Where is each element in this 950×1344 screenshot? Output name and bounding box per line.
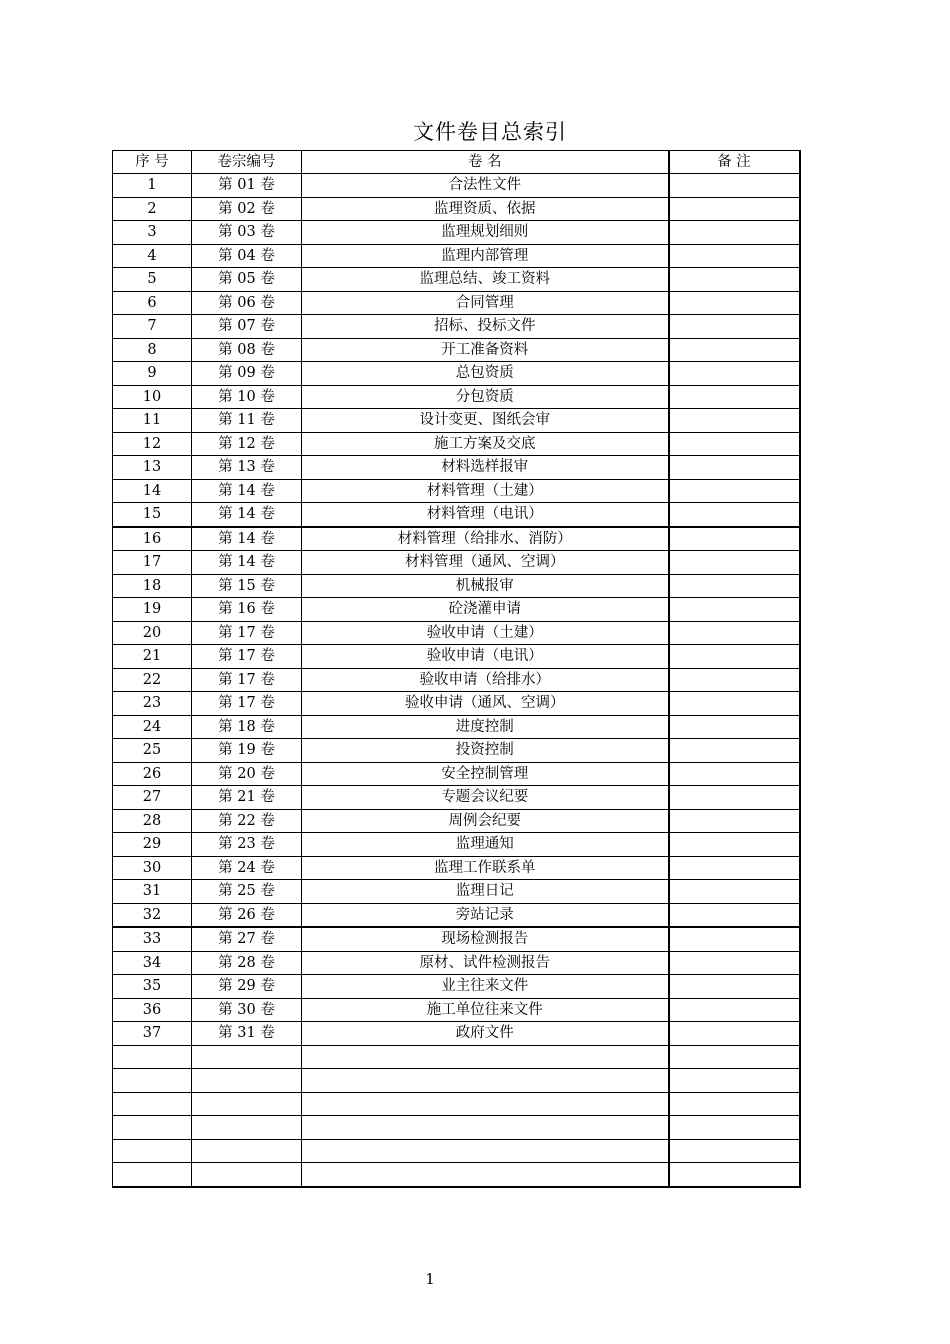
cell-seq: 14 [113,479,192,503]
cell-remark [669,645,800,669]
cell-remark [669,362,800,386]
table-row [113,1116,800,1140]
cell-code: 第 11 卷 [192,409,302,433]
cell-name: 招标、投标文件 [302,315,669,339]
cell-remark [669,1163,800,1187]
cell-seq: 8 [113,338,192,362]
cell-name: 验收申请（给排水） [302,668,669,692]
cell-name: 周例会纪要 [302,809,669,833]
cell-remark [669,432,800,456]
cell-remark [669,998,800,1022]
cell-code: 第 05 卷 [192,268,302,292]
cell-seq: 20 [113,621,192,645]
cell-name: 设计变更、图纸会审 [302,409,669,433]
cell-seq: 31 [113,880,192,904]
cell-code: 第 15 卷 [192,574,302,598]
table-row [113,385,800,409]
cell-seq: 11 [113,409,192,433]
cell-seq: 9 [113,362,192,386]
cell-code: 第 22 卷 [192,809,302,833]
cell-name: 监理日记 [302,880,669,904]
table-row [113,432,800,456]
cell-code: 第 17 卷 [192,692,302,716]
table-row [113,692,800,716]
cell-seq: 28 [113,809,192,833]
cell-remark [669,174,800,198]
cell-name: 监理工作联系单 [302,856,669,880]
cell-name: 砼浇灌申请 [302,598,669,622]
cell-code: 第 14 卷 [192,503,302,527]
cell-remark [669,1045,800,1069]
cell-code: 第 19 卷 [192,739,302,763]
cell-name: 材料管理（电讯） [302,503,669,527]
page-title: 文件卷目总索引 [413,120,567,144]
cell-name: 材料选样报审 [302,456,669,480]
cell-remark [669,268,800,292]
page-number: 1 [425,1270,435,1288]
cell-remark [669,221,800,245]
cell-code: 第 31 卷 [192,1022,302,1046]
cell-code: 第 09 卷 [192,362,302,386]
cell-code: 第 01 卷 [192,174,302,198]
cell-remark [669,1139,800,1163]
cell-seq: 30 [113,856,192,880]
cell-code [192,1116,302,1140]
cell-remark [669,1116,800,1140]
table-row [113,315,800,339]
cell-name: 合同管理 [302,291,669,315]
cell-name: 监理总结、竣工资料 [302,268,669,292]
cell-code: 第 12 卷 [192,432,302,456]
table-row [113,1139,800,1163]
cell-remark [669,621,800,645]
table-row [113,998,800,1022]
cell-remark [669,503,800,527]
cell-name [302,1116,669,1140]
cell-name: 验收申请（土建） [302,621,669,645]
cell-seq: 26 [113,762,192,786]
cell-name: 现场检测报告 [302,927,669,951]
cell-code: 第 14 卷 [192,527,302,551]
cell-seq: 19 [113,598,192,622]
cell-name: 机械报审 [302,574,669,598]
cell-seq: 13 [113,456,192,480]
table-row [113,268,800,292]
table-row [113,762,800,786]
table-row [113,833,800,857]
cell-seq: 1 [113,174,192,198]
cell-remark [669,527,800,551]
cell-remark [669,244,800,268]
table-row [113,903,800,927]
cell-code: 第 24 卷 [192,856,302,880]
cell-seq: 5 [113,268,192,292]
cell-code: 第 06 卷 [192,291,302,315]
cell-name: 合法性文件 [302,174,669,198]
cell-code: 第 21 卷 [192,786,302,810]
table-row [113,927,800,951]
cell-remark [669,833,800,857]
table-row [113,174,800,198]
table-row [113,809,800,833]
cell-remark [669,715,800,739]
cell-name: 进度控制 [302,715,669,739]
table-row [113,291,800,315]
table-row [113,739,800,763]
table-row [113,574,800,598]
cell-code [192,1069,302,1093]
cell-code: 第 28 卷 [192,951,302,975]
cell-remark [669,385,800,409]
cell-name: 监理通知 [302,833,669,857]
cell-name: 验收申请（电讯） [302,645,669,669]
header-code: 卷宗编号 [192,151,302,174]
cell-code: 第 23 卷 [192,833,302,857]
cell-seq: 37 [113,1022,192,1046]
table-row [113,1069,800,1093]
cell-code: 第 02 卷 [192,197,302,221]
cell-name: 材料管理（土建） [302,479,669,503]
cell-seq [113,1116,192,1140]
cell-remark [669,692,800,716]
cell-remark [669,197,800,221]
table-row [113,645,800,669]
cell-remark [669,598,800,622]
cell-remark [669,786,800,810]
cell-seq [113,1139,192,1163]
cell-name: 旁站记录 [302,903,669,927]
cell-code: 第 14 卷 [192,479,302,503]
index-table [112,150,801,1188]
cell-name: 监理规划细则 [302,221,669,245]
table-row [113,409,800,433]
cell-seq: 32 [113,903,192,927]
cell-remark [669,951,800,975]
cell-code: 第 10 卷 [192,385,302,409]
cell-remark [669,409,800,433]
cell-seq: 6 [113,291,192,315]
cell-seq [113,1163,192,1187]
cell-name [302,1069,669,1093]
table-row [113,551,800,575]
table-row [113,621,800,645]
cell-code: 第 17 卷 [192,621,302,645]
table-row [113,221,800,245]
cell-seq: 34 [113,951,192,975]
cell-code: 第 18 卷 [192,715,302,739]
cell-remark [669,551,800,575]
cell-remark [669,291,800,315]
header-remark: 备 注 [669,151,800,174]
table-row [113,715,800,739]
cell-seq: 33 [113,927,192,951]
cell-remark [669,880,800,904]
cell-name [302,1092,669,1116]
cell-remark [669,456,800,480]
cell-code: 第 25 卷 [192,880,302,904]
cell-code: 第 14 卷 [192,551,302,575]
table-row [113,503,800,527]
cell-code: 第 29 卷 [192,975,302,999]
cell-code: 第 16 卷 [192,598,302,622]
cell-remark [669,1092,800,1116]
cell-remark [669,315,800,339]
cell-seq: 3 [113,221,192,245]
cell-seq: 18 [113,574,192,598]
cell-name: 总包资质 [302,362,669,386]
cell-name: 施工单位往来文件 [302,998,669,1022]
table-row [113,856,800,880]
header-seq: 序 号 [113,151,192,174]
cell-code: 第 27 卷 [192,927,302,951]
cell-remark [669,668,800,692]
table-row [113,975,800,999]
cell-remark [669,479,800,503]
cell-seq: 36 [113,998,192,1022]
cell-name: 监理资质、依据 [302,197,669,221]
cell-seq [113,1045,192,1069]
header-name: 卷 名 [302,151,669,174]
cell-seq: 29 [113,833,192,857]
cell-name: 开工准备资料 [302,338,669,362]
table-row [113,880,800,904]
cell-code [192,1092,302,1116]
table-row [113,1022,800,1046]
cell-remark [669,927,800,951]
cell-seq: 4 [113,244,192,268]
cell-seq [113,1069,192,1093]
table-row [113,527,800,551]
cell-name: 材料管理（通风、空调） [302,551,669,575]
cell-remark [669,856,800,880]
cell-remark [669,338,800,362]
cell-name [302,1163,669,1187]
cell-code: 第 13 卷 [192,456,302,480]
table-row [113,598,800,622]
cell-name: 施工方案及交底 [302,432,669,456]
cell-seq: 23 [113,692,192,716]
cell-name: 分包资质 [302,385,669,409]
cell-seq: 7 [113,315,192,339]
cell-seq: 2 [113,197,192,221]
cell-seq: 22 [113,668,192,692]
cell-name: 政府文件 [302,1022,669,1046]
cell-name [302,1045,669,1069]
cell-seq: 25 [113,739,192,763]
cell-remark [669,762,800,786]
table-row [113,244,800,268]
cell-code [192,1045,302,1069]
table-row [113,786,800,810]
table-row [113,1163,800,1187]
cell-remark [669,975,800,999]
cell-remark [669,574,800,598]
cell-name: 业主往来文件 [302,975,669,999]
cell-code: 第 17 卷 [192,645,302,669]
table-row [113,1045,800,1069]
cell-remark [669,739,800,763]
cell-remark [669,903,800,927]
table-row [113,338,800,362]
cell-seq [113,1092,192,1116]
cell-seq: 21 [113,645,192,669]
table-row [113,362,800,386]
cell-code [192,1139,302,1163]
cell-name: 材料管理（给排水、消防） [302,527,669,551]
cell-code: 第 26 卷 [192,903,302,927]
cell-seq: 27 [113,786,192,810]
cell-code: 第 04 卷 [192,244,302,268]
cell-remark [669,1022,800,1046]
cell-name [302,1139,669,1163]
cell-code: 第 17 卷 [192,668,302,692]
cell-seq: 16 [113,527,192,551]
table-row [113,668,800,692]
cell-remark [669,809,800,833]
table-row [113,951,800,975]
cell-seq: 35 [113,975,192,999]
cell-name: 验收申请（通风、空调） [302,692,669,716]
cell-remark [669,1069,800,1093]
table-row [113,479,800,503]
cell-seq: 10 [113,385,192,409]
cell-code: 第 20 卷 [192,762,302,786]
cell-seq: 12 [113,432,192,456]
table-header-row [113,151,800,174]
cell-name: 专题会议纪要 [302,786,669,810]
cell-name: 投资控制 [302,739,669,763]
cell-code: 第 08 卷 [192,338,302,362]
cell-code [192,1163,302,1187]
cell-code: 第 30 卷 [192,998,302,1022]
cell-seq: 24 [113,715,192,739]
cell-code: 第 03 卷 [192,221,302,245]
cell-name: 监理内部管理 [302,244,669,268]
cell-code: 第 07 卷 [192,315,302,339]
cell-seq: 15 [113,503,192,527]
cell-name: 安全控制管理 [302,762,669,786]
cell-name: 原材、试件检测报告 [302,951,669,975]
table-row [113,1092,800,1116]
table-row [113,456,800,480]
cell-seq: 17 [113,551,192,575]
table-row [113,197,800,221]
